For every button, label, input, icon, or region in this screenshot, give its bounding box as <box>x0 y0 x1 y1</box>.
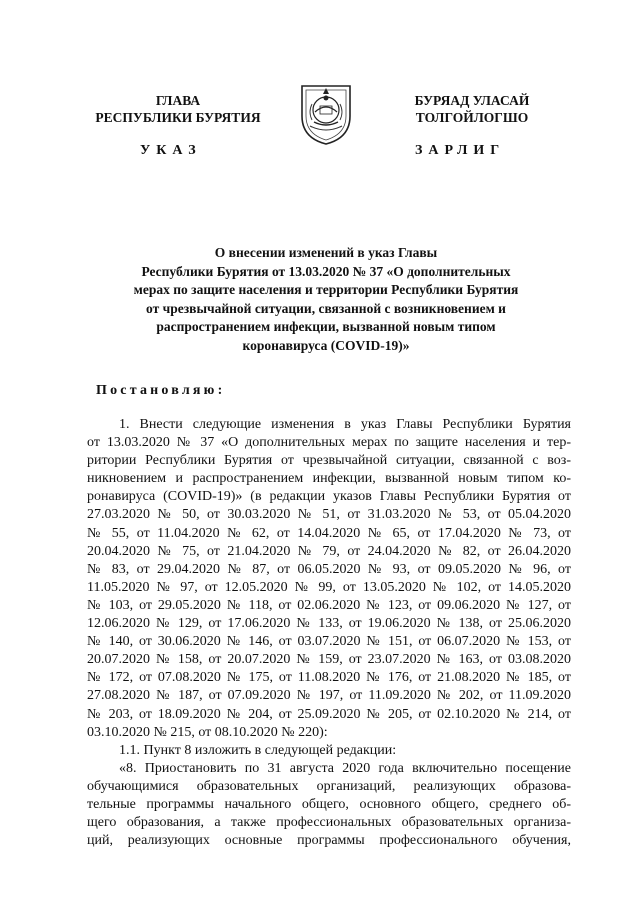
body-line: 27.03.2020 № 50, от 30.03.2020 № 51, от 31.03.2020 № 53, от 05.04.2020 <box>87 507 571 523</box>
body-line: щего образования, а также профессиональных образовательных организа- <box>87 815 571 831</box>
title-line: Республики Бурятия от 13.03.2020 № 37 «О дополнительных <box>141 263 511 279</box>
document-title <box>96 244 556 355</box>
body-line: 11.05.2020 № 97, от 12.05.2020 № 99, от 13.05.2020 № 102, от 14.05.2020 <box>87 579 571 595</box>
body-line: 27.08.2020 № 187, от 07.09.2020 № 197, от 11.09.2020 № 202, от 11.09.2020 <box>87 688 571 704</box>
body-line: 20.07.2020 № 158, от 20.07.2020 № 159, от 23.07.2020 № 163, от 03.08.2020 <box>87 652 571 668</box>
body-line: № 203, от 18.09.2020 № 204, от 25.09.2020 № 205, от 02.10.2020 № 214, от <box>87 706 571 722</box>
title-line: распространением инфекции, вызванной новым типом <box>156 319 496 334</box>
body-line: 1. Внести следующие изменения в указ Главы Республики Бурятия <box>119 417 571 432</box>
header-left-line-1: ГЛАВА <box>155 93 201 108</box>
document-body <box>87 416 571 850</box>
body-line: никновением и распространением инфекции, вызванной новым типом ко- <box>87 471 571 487</box>
title-line: коронавируса (COVID-19)» <box>242 337 410 353</box>
body-line: 1.1. Пункт 8 изложить в следующей редакции: <box>119 742 397 758</box>
body-line: № 103, от 29.05.2020 № 118, от 02.06.2020 № 123, от 09.06.2020 № 127, от <box>87 597 571 613</box>
body-line: 03.10.2020 № 215, от 08.10.2020 № 220): <box>87 724 328 740</box>
body-line: «8. Приостановить по 31 августа 2020 года включительно посещение <box>119 760 571 776</box>
header-right-line-2: ТОЛГОЙЛОГШО <box>415 110 529 125</box>
title-line: О внесении изменений в указ Главы <box>214 245 438 260</box>
body-line: № 140, от 30.06.2020 № 146, от 03.07.2020 № 151, от 06.07.2020 № 153, от <box>87 634 571 650</box>
title-line: от чрезвычайной ситуации, связанной с возникновением и <box>146 300 506 316</box>
body-line: тельные программы начального общего, основного общего, среднего об- <box>87 796 571 812</box>
doc-type-right: ЗАРЛИГ <box>415 143 506 158</box>
decree-word: Постановляю: <box>96 383 226 398</box>
body-line: ритории Республики Бурятия от чрезвычайной ситуации, связанной с воз- <box>87 453 571 469</box>
header-left-line-2: РЕСПУБЛИКИ БУРЯТИЯ <box>95 110 261 125</box>
body-line: № 172, от 07.08.2020 № 175, от 11.08.2020 № 176, от 21.08.2020 № 185, от <box>87 670 571 686</box>
body-line: от 13.03.2020 № 37 «О дополнительных мерах по защите населения и тер- <box>87 435 571 451</box>
body-line: ций, реализующих основные программы профессионального обучения, <box>87 833 571 849</box>
header-right-line-1: БУРЯАД УЛАСАЙ <box>414 93 530 108</box>
title-line: мерах по защите населения и территории Республики Бурятия <box>133 282 519 297</box>
body-line: 12.06.2020 № 129, от 17.06.2020 № 133, от 19.06.2020 № 138, от 25.06.2020 <box>87 616 571 632</box>
header-left <box>78 92 278 126</box>
coat-of-arms-icon <box>296 76 356 146</box>
header-right <box>372 92 572 126</box>
body-line: № 55, от 11.04.2020 № 62, от 14.04.2020 № 65, от 17.04.2020 № 73, от <box>87 525 571 541</box>
body-line: ронавируса (COVID-19)» (в редакции указов Главы Республики Бурятия от <box>87 489 571 505</box>
body-line: обучающимися образовательных организаций, реализующих образова- <box>87 778 571 794</box>
body-line: № 83, от 29.04.2020 № 87, от 06.05.2020 № 93, от 09.05.2020 № 96, от <box>87 561 571 577</box>
doc-type-left: УКАЗ <box>140 143 202 158</box>
body-line: 20.04.2020 № 75, от 21.04.2020 № 79, от 24.04.2020 № 82, от 26.04.2020 <box>87 543 571 559</box>
